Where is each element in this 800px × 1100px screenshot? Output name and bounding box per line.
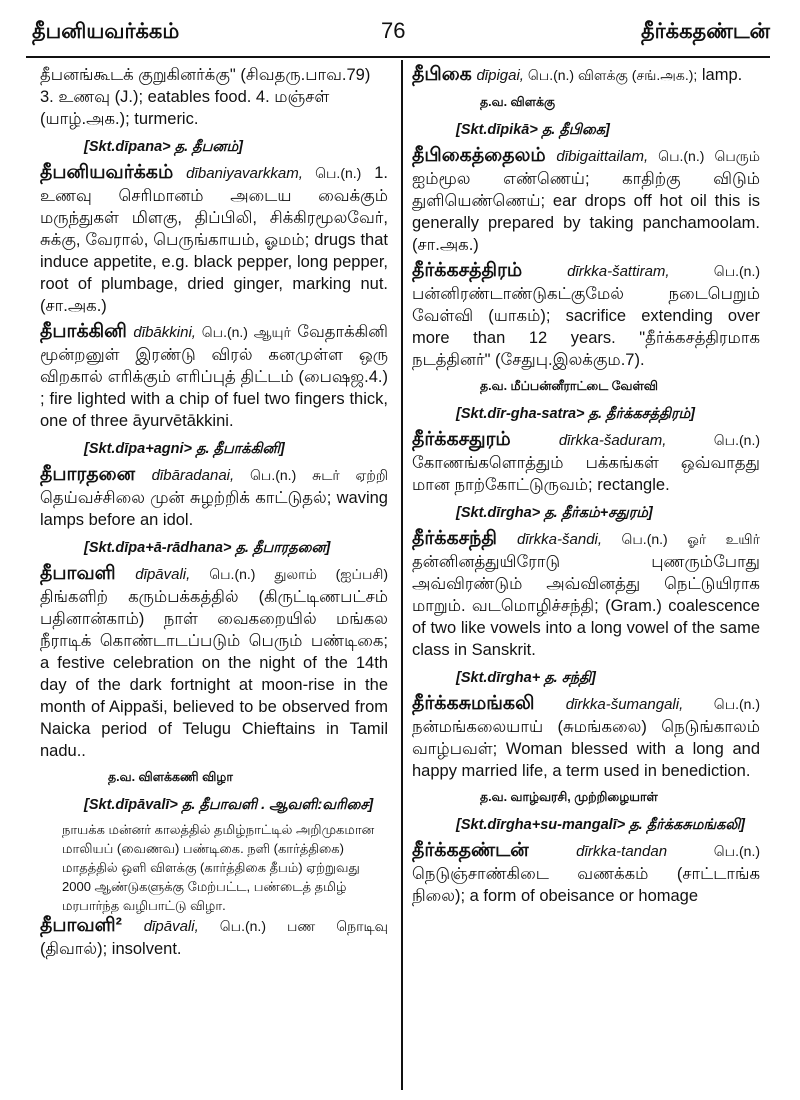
part-of-speech: பெ.(n.) bbox=[667, 843, 760, 859]
definition: பன்னிரண்டாண்டுகட்குமேல் நடைபெறும் வேள்வி (யாகம்); sacrifice extending over more than 12 years. "தீர்க்கசத்திரமாக நடத்தினர்" (சேதுபு.இலக்கும.7). bbox=[412, 285, 760, 369]
definition: வேதாக்கினி மூன்றனுள் இரண்டு விரல் கனமுள்ள ஒரு விறகால் எரிக்கும் எரிப்புத் திட்டம் (பைஷஜ.4.) ; fire lighted with a chip of fuel two fingers thick, one of three āyurvētākkini. bbox=[40, 323, 388, 430]
etymology-note: [Skt.dīrgha+ த. சந்தி] bbox=[456, 670, 596, 686]
part-of-speech: பெ.(n.) துலாம் (ஐப்பசி) bbox=[190, 566, 388, 582]
headword: தீர்க்கசுமங்கலி bbox=[412, 693, 535, 714]
explanatory-note: நாயக்க மன்னர் காலத்தில் தமிழ்நாட்டில் அறிமுகமான மாலியப் (வைணவ) பண்டிகை. நளி (கார்த்திகை) மாதத்தில் ஒளி விளக்கு (கார்த்திகை தீபம்) ஏற்றுவது 2000 ஆண்டுகளுக்கு மேற்பட்ட, பண்டைத் தமிழ் மரபார்ந்த வழிபாட்டு விழா. bbox=[62, 822, 375, 913]
part-of-speech: பெ.(n.) ஓர் உயிர் bbox=[602, 531, 760, 547]
headword: தீபனியவர்க்கம் bbox=[40, 162, 174, 183]
column-divider bbox=[401, 60, 403, 1090]
etymology-note: [Skt.dīrgha> த. தீர்கம்+சதுரம்] bbox=[456, 505, 653, 521]
etymology-note: [Skt.dīpāvalī> த. தீபாவளி . ஆவளி:வரிசை] bbox=[84, 797, 374, 813]
definition: 1. உணவு செரிமானம் அடைய வைக்கும் மருந்துகள் மிளகு, திப்பிலி, சிக்கிரமூலவேர், சுக்கு, வேரால், பெருங்காயம், ஓமம்; drugs that induce appetite, e.g. black pepper, long pepper, root of plumbage, dried ginger, marking nut. (சா.அக.) bbox=[40, 164, 388, 315]
left-column bbox=[40, 64, 388, 964]
headword: தீபாவளி² bbox=[40, 915, 122, 936]
page-number: 76 bbox=[381, 18, 406, 43]
entry-text bbox=[412, 145, 760, 256]
right-column bbox=[412, 64, 760, 911]
etymology-note: [Skt.dīpana> த. தீபனம்] bbox=[84, 139, 243, 155]
headword: தீர்க்கசந்தி bbox=[412, 528, 497, 549]
etymology-note: [Skt.dīpa+ā-rādhana> த. தீபாரதனை] bbox=[84, 540, 331, 556]
dictionary-entry bbox=[412, 528, 760, 661]
definition: கோணங்களொத்தும் பக்கங்கள் ஒவ்வாதது மான நாற்கோட்டுருவம்; rectangle. bbox=[412, 454, 760, 494]
transliteration: dībigaittailam, bbox=[556, 148, 649, 165]
dictionary-entry bbox=[412, 64, 760, 87]
transliteration: dībāradanai, bbox=[151, 467, 235, 484]
part-of-speech: பெ.(n.) bbox=[683, 696, 760, 712]
dictionary-entry bbox=[40, 162, 388, 317]
tamil-equivalent: த.வ. மீப்பன்னீராட்டை வேள்வி bbox=[480, 379, 658, 393]
dictionary-entry bbox=[412, 429, 760, 496]
continued-line: (யாழ்.அக.); turmeric. bbox=[40, 110, 199, 128]
entry-text bbox=[40, 464, 388, 531]
entry-text bbox=[412, 429, 760, 496]
definition: lamp. bbox=[701, 66, 743, 84]
headword: தீர்க்கசத்திரம் bbox=[412, 260, 523, 281]
part-of-speech: பெ.(n.) bbox=[669, 263, 760, 279]
definition: நன்மங்கலையாய் (சுமங்கலை) நெடுங்காலம் வாழ்பவள்; Woman blessed with a long and happy married life, a term used in benediction. bbox=[412, 718, 760, 780]
tamil-equivalent: த.வ. வாழ்வரசி, முற்றிழையாள் bbox=[480, 790, 658, 804]
definition: ஐம்மூல எண்ணெய்; காதிற்கு விடும் துளியெண்ணெய்; ear drops off hot oil this is generally prepared by taking panchamoolam. (சா.அக.) bbox=[412, 170, 760, 254]
dictionary-entry bbox=[412, 840, 760, 907]
entry-text bbox=[40, 563, 388, 762]
header-rule bbox=[26, 56, 770, 58]
headword: தீர்க்கதண்டன் bbox=[412, 840, 529, 861]
headword: தீபாவளி bbox=[40, 563, 116, 584]
etymology-note: [Skt.dīrgha+su-mangalī> த. தீர்க்கசுமங்கலி] bbox=[456, 817, 746, 833]
transliteration: dīpigai, bbox=[476, 67, 524, 84]
definition: நெடுஞ்சாண்கிடை வணக்கம் (சாட்டாங்க நிலை); a form of obeisance or homage bbox=[412, 865, 760, 905]
headword: தீபாக்கினி bbox=[40, 321, 127, 342]
tamil-equivalent: த.வ. விளக்கணி விழா bbox=[108, 770, 233, 784]
tamil-equivalent: த.வ. விளக்கு bbox=[480, 95, 556, 109]
dictionary-entry bbox=[40, 563, 388, 762]
entry-text bbox=[40, 915, 388, 960]
definition: (திவால்); insolvent. bbox=[40, 940, 182, 958]
entry-text bbox=[412, 64, 760, 87]
transliteration: dīrkka-šandi, bbox=[517, 531, 603, 548]
headword: தீபிகை bbox=[412, 64, 472, 85]
headword: தீர்க்கசதுரம் bbox=[412, 429, 511, 450]
part-of-speech: பெ.(n.) பண நொடிவு bbox=[198, 918, 388, 934]
part-of-speech: பெ.(n.) ஆயுர் bbox=[195, 324, 291, 340]
part-of-speech: பெ.(n.) பெரும் bbox=[648, 148, 760, 164]
header-first-word: தீபனியவர்க்கம் bbox=[32, 20, 180, 43]
part-of-speech: பெ.(n.) bbox=[302, 165, 362, 181]
continued-entry bbox=[40, 64, 388, 130]
definition: திங்களிற் கரும்பக்கத்தில் (கிருட்டிணபட்சம் பதினான்காம்) நாள் வைகறையில் மங்கல நீராடிக் கொண்டாடப்படும் பெரும் பண்டிகை; a festive celebration on the night of the 14th day of the dark fortnight at moon-rise in the month of Aippaši, believed to be observed from Naicka period of Telugu Chieftains in Tamil nadu.. bbox=[40, 588, 388, 760]
entry-text bbox=[412, 260, 760, 371]
transliteration: dībākkini, bbox=[133, 324, 196, 341]
dictionary-entry bbox=[40, 915, 388, 960]
transliteration: dīrkka-tandan bbox=[576, 843, 668, 860]
dictionary-entry bbox=[412, 693, 760, 782]
part-of-speech: பெ.(n.) bbox=[666, 432, 760, 448]
headword: தீபாரதனை bbox=[40, 464, 136, 485]
etymology-note: [Skt.dīpikā> த. தீபிகை] bbox=[456, 122, 610, 138]
entry-text bbox=[412, 693, 760, 782]
definition: தன்னினத்துயிரோடு புணரும்போது அவ்விரண்டும் அவ்வினத்து நெட்டுயிராக மாறும். வடமொழிச்சந்தி; (Gram.) coalescence of two like vowels into a long vowel of the same class in Sanskrit. bbox=[412, 553, 760, 659]
dictionary-entry bbox=[412, 260, 760, 371]
part-of-speech: பெ.(n.) விளக்கு (சங்.அக.); bbox=[523, 67, 698, 83]
entry-text bbox=[412, 840, 760, 907]
etymology-note: [Skt.dīr-gha-satra> த. தீர்க்கசத்திரம்] bbox=[456, 406, 695, 422]
page-header bbox=[26, 8, 774, 56]
header-last-word: தீர்க்கதண்டன் bbox=[641, 20, 770, 43]
etymology-note: [Skt.dīpa+agni> த. தீபாக்கினி] bbox=[84, 441, 285, 457]
transliteration: dīrkka-šaduram, bbox=[558, 432, 667, 449]
entry-text bbox=[40, 321, 388, 432]
transliteration: dīrkka-šumangali, bbox=[565, 696, 684, 713]
entry-text bbox=[412, 528, 760, 661]
transliteration: dībaniyavarkkam, bbox=[186, 165, 303, 182]
continued-line: 3. உணவு (J.); eatables food. 4. மஞ்சள் bbox=[40, 88, 330, 106]
transliteration: dīrkka-šattiram, bbox=[567, 263, 670, 280]
dictionary-entry bbox=[40, 321, 388, 432]
part-of-speech: பெ.(n.) சுடர் ஏற்றி bbox=[234, 467, 388, 483]
definition: தெய்வச்சிலை முன் சுழற்றிக் காட்டுதல்; waving lamps before an idol. bbox=[40, 489, 388, 529]
transliteration: dīpāvali, bbox=[143, 918, 199, 935]
transliteration: dīpāvali, bbox=[135, 566, 191, 583]
headword: தீபிகைத்தைலம் bbox=[412, 145, 546, 166]
dictionary-entry bbox=[40, 464, 388, 531]
dictionary-entry bbox=[412, 145, 760, 256]
continued-line: தீபனங்கூடக் குறுகினர்க்கு" (சிவதரு.பாவ.79) bbox=[40, 66, 371, 84]
entry-text bbox=[40, 162, 388, 317]
